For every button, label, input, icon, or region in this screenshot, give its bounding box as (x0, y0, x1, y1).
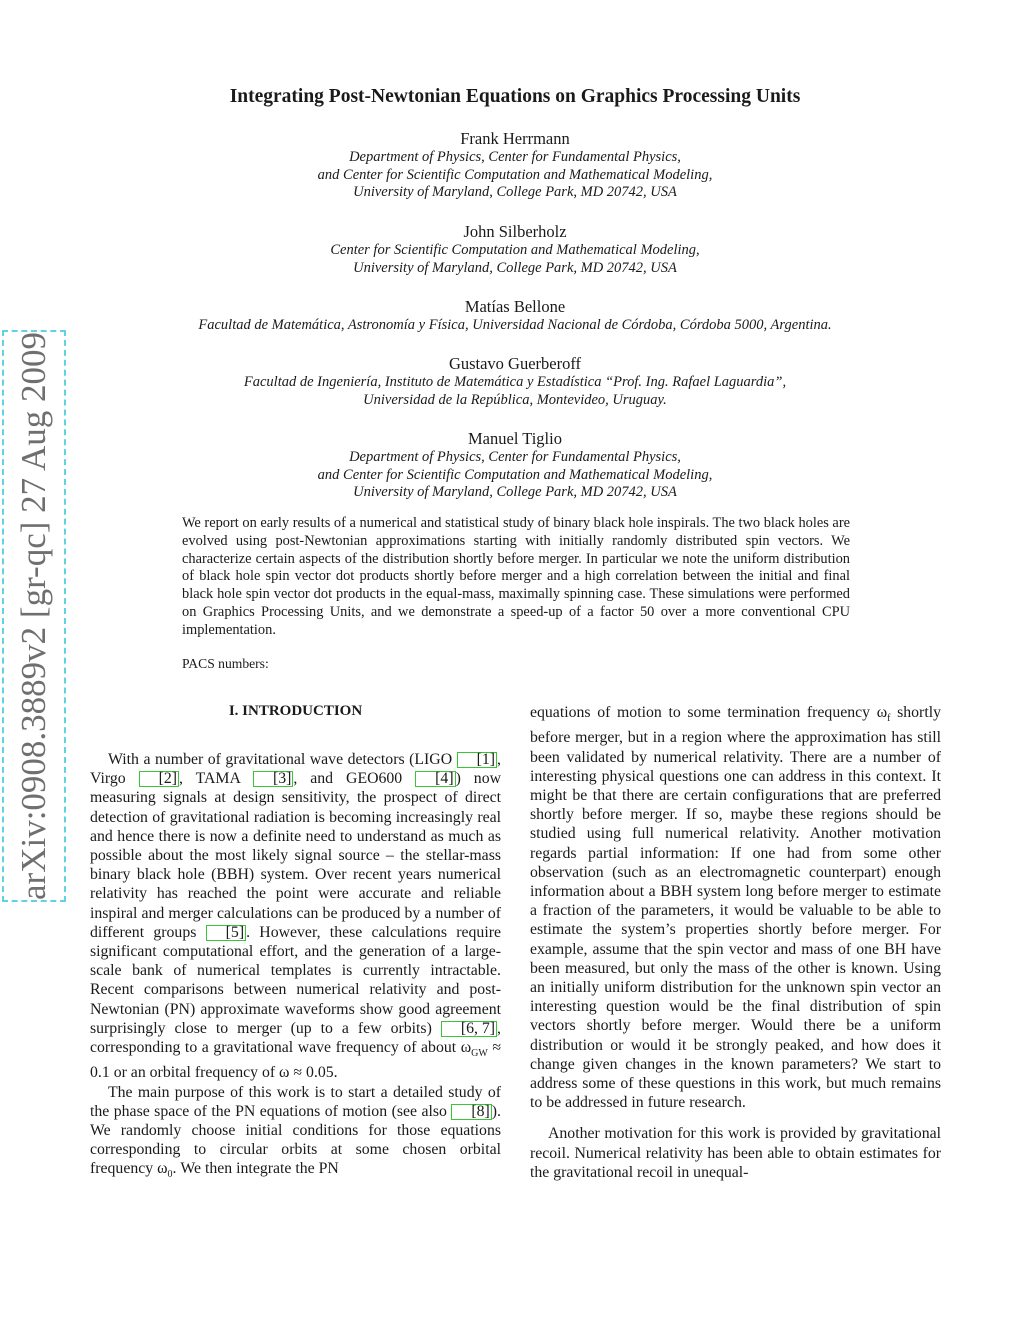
affiliation-line: Center for Scientific Computation and Mathematical Modeling, (330, 242, 700, 258)
affiliation-line: University of Maryland, College Park, MD 20742, USA (353, 259, 677, 276)
author-name: Manuel Tiglio (468, 429, 562, 448)
citation-link[interactable]: [5] (206, 925, 246, 941)
affiliation-line: and Center for Scientific Computation and Mathematical Modeling, (317, 166, 713, 183)
citation-link[interactable]: [6, 7] (441, 1021, 497, 1037)
abstract: We report on early results of a numerical and statistical study of binary black hole inspirals. The two black holes are evolved using post-Newtonian approximations starting with initially randomly distributed spin vectors. We characterize certain aspects of the distribution shortly before merger. In particular we note the uniform distribution of black hole spin vector dot products shortly before merger and a high correlation between the initial and final black hole spin vector dot products in the equal-mass, maximally spinning case. These simulations were performed on Graphics Processing Units, and we demonstrate a speed-up of a factor 50 over a more conventional CPU implementation. (182, 515, 850, 638)
affiliation-line: University of Maryland, College Park, MD 20742, USA (353, 484, 677, 501)
section-heading-introduction: I. INTRODUCTION (228, 703, 363, 719)
citation-link[interactable]: [3] (253, 771, 293, 787)
author-block-3 (100, 297, 930, 335)
author-name: Frank Herrmann (460, 129, 570, 148)
pacs-numbers: PACS numbers: (182, 656, 269, 671)
affiliation-line: Department of Physics, Center for Fundamental Physics, (349, 149, 681, 165)
arxiv-identifier: arXiv:0908.3889v2 [gr-qc] 27 Aug 2009 (14, 332, 53, 900)
affiliation-line: and Center for Scientific Computation and Mathematical Modeling, (317, 466, 713, 483)
citation-link[interactable]: [4] (415, 771, 455, 787)
author-block-1 (100, 129, 930, 202)
author-block-4 (100, 354, 930, 409)
paper-title: Integrating Post-Newtonian Equations on Graphics Processing Units (229, 86, 801, 107)
intro-paragraph-continued: equations of motion to some termination frequency $\omega_f$ shortly before merger, but in a region where the approximation has still been validated by numerical relativity. There are a number of interesting physical questions one can address in this context. It might be that there are certain configurations that are preferred shortly before merger. If so, maybe these regions should be studied using full numerical relativity. Another motivation regards partial information: If one had from some other observation (such as an electromagnetic counterpart) enough information about a BBH system long before merger to estimate a fraction of the parameters, it would be valuable to be able to estimate the system’s properties shortly before merger. For example, assume that the spin vector and mass of one BH have been measured, but only the mass of the other is known. Using an initially uniform distribution for the unknown spin vector an interesting question would be the final distribution of spin vectors shortly before merger. Would there be a uniform distribution or would it be strongly peaked, and how does it change given changes in the known parameters? We start to address some of these questions in this work, but much remains to be addressed in future research. (530, 704, 941, 1112)
affiliation-line: Universidad de la República, Montevideo, Uruguay. (363, 391, 667, 408)
affiliation-line: Department of Physics, Center for Fundamental Physics, (349, 449, 681, 465)
intro-paragraph-3: Another motivation for this work is provided by gravitational recoil. Numerical relativity has been able to obtain estimates for the gravitational recoil in unequal- (530, 1125, 941, 1181)
arxiv-identifier-stamp (2, 330, 66, 902)
author-name: Gustavo Guerberoff (448, 354, 582, 373)
left-column (90, 750, 501, 1185)
author-name: John Silberholz (463, 222, 567, 241)
citation-link[interactable]: [2] (139, 771, 179, 787)
author-block-2 (100, 222, 930, 277)
affiliation-line: Facultad de Matemática, Astronomía y Física, Universidad Nacional de Córdoba, Córdoba 5000, Argentina. (198, 317, 832, 333)
author-block-5 (100, 429, 930, 502)
affiliation-line: Facultad de Ingeniería, Instituto de Matemática y Estadística “Prof. Ing. Rafael Laguardia”, (243, 374, 787, 390)
citation-link[interactable]: [8] (451, 1104, 491, 1120)
citation-link[interactable]: [1] (457, 752, 497, 768)
intro-paragraph-2: The main purpose of this work is to start a detailed study of the phase space of the PN equations of motion (see also [8] ). We randomly choose initial conditions for those equations corresponding to circular orbits at some chosen orbital frequency $\omega_0$. We then integrate the PN (90, 1083, 501, 1181)
right-column (530, 703, 941, 1182)
affiliation-line: University of Maryland, College Park, MD 20742, USA (353, 184, 677, 201)
intro-paragraph-1: With a number of gravitational wave detectors (LIGO [1] , Virgo [2] , TAMA [3] , and GEO600 [4] ) now measuring signals at design sensitivity, the prospect of direct detection of gravitational radiation is becoming increasingly real and hence there is now a definite need to understand as much as possible about the most likely signal source – the stellar-mass binary black hole (BBH) system. Over recent years numerical relativity has reached the point were accurate and reliable inspiral and merger calculations can be produced by a number of different groups [5] . However, these calculations require significant computational effort, and the generation of a large-scale bank of numerical templates is currently intractable. Recent comparisons between numerical relativity and post-Newtonian (PN) approximate waveforms show good agreement surprisingly close to merger (up to a few orbits) [6, 7] , corresponding to a gravitational wave frequency of about $\omega_{GW} \approx 0.1$ or an orbital frequency of ω ≈ 0.05. (90, 751, 501, 1082)
author-name: Matías Bellone (464, 297, 566, 316)
